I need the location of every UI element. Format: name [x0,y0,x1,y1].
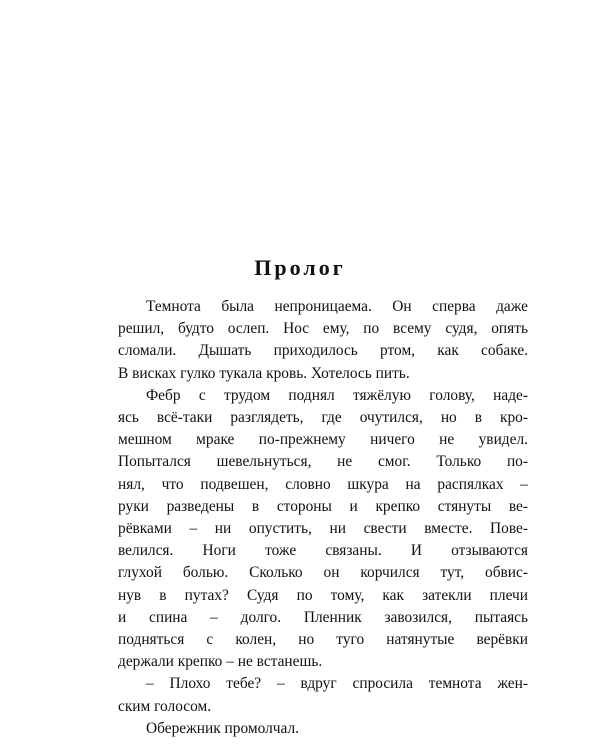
text-line: Фебр с трудом поднял тяжёлую голову, наде- [146,386,528,404]
text-line: мешном мраке по-прежнему ничего не увидел. [118,431,528,449]
text-line: ским голосом. [118,697,212,715]
text-line: нял, что подвешен, словно шкура на распялках – [118,475,528,493]
text-line: велился. Ноги тоже связаны. И отзываются [118,542,528,560]
text-line: ясь всё-таки разглядеть, где очутился, но в кро- [118,409,528,427]
body-text [118,296,528,740]
text-line: рёвками – ни опустить, ни свести вместе. Пове- [118,520,528,538]
text-line: – Плохо тебе? – вдруг спросила темнота жен- [146,675,528,693]
chapter-title: Пролог [254,255,346,280]
paragraph-1 [118,296,528,385]
text-line: держали крепко – не встанешь. [118,653,323,671]
text-line: и спина – долго. Пленник завозился, пытаясь [118,608,528,626]
text-line: Попытался шевельнуться, не смог. Только по- [118,453,528,471]
text-line: глухой болью. Сколько он корчился тут, обвис- [118,564,528,582]
text-line: подняться с колен, но туго натянутые верёвки [118,631,528,649]
text-line: решил, будто ослеп. Нос ему, по всему судя, опять [118,320,528,338]
paragraph-4 [118,718,528,740]
paragraph-2 [118,385,528,674]
text-line: сломали. Дышать приходилось ртом, как собаке. [118,342,528,360]
text-line: Темнота была непроницаема. Он сперва даже [146,298,528,315]
text-line: нув в путах? Судя по тому, как затекли плечи [118,586,528,604]
text-line: В висках гулко тукала кровь. Хотелось пить. [118,364,410,382]
paragraph-3 [118,673,528,717]
text-line: Обережник промолчал. [146,719,300,737]
text-line: руки разведены в стороны и крепко стянуты ве- [118,497,528,515]
